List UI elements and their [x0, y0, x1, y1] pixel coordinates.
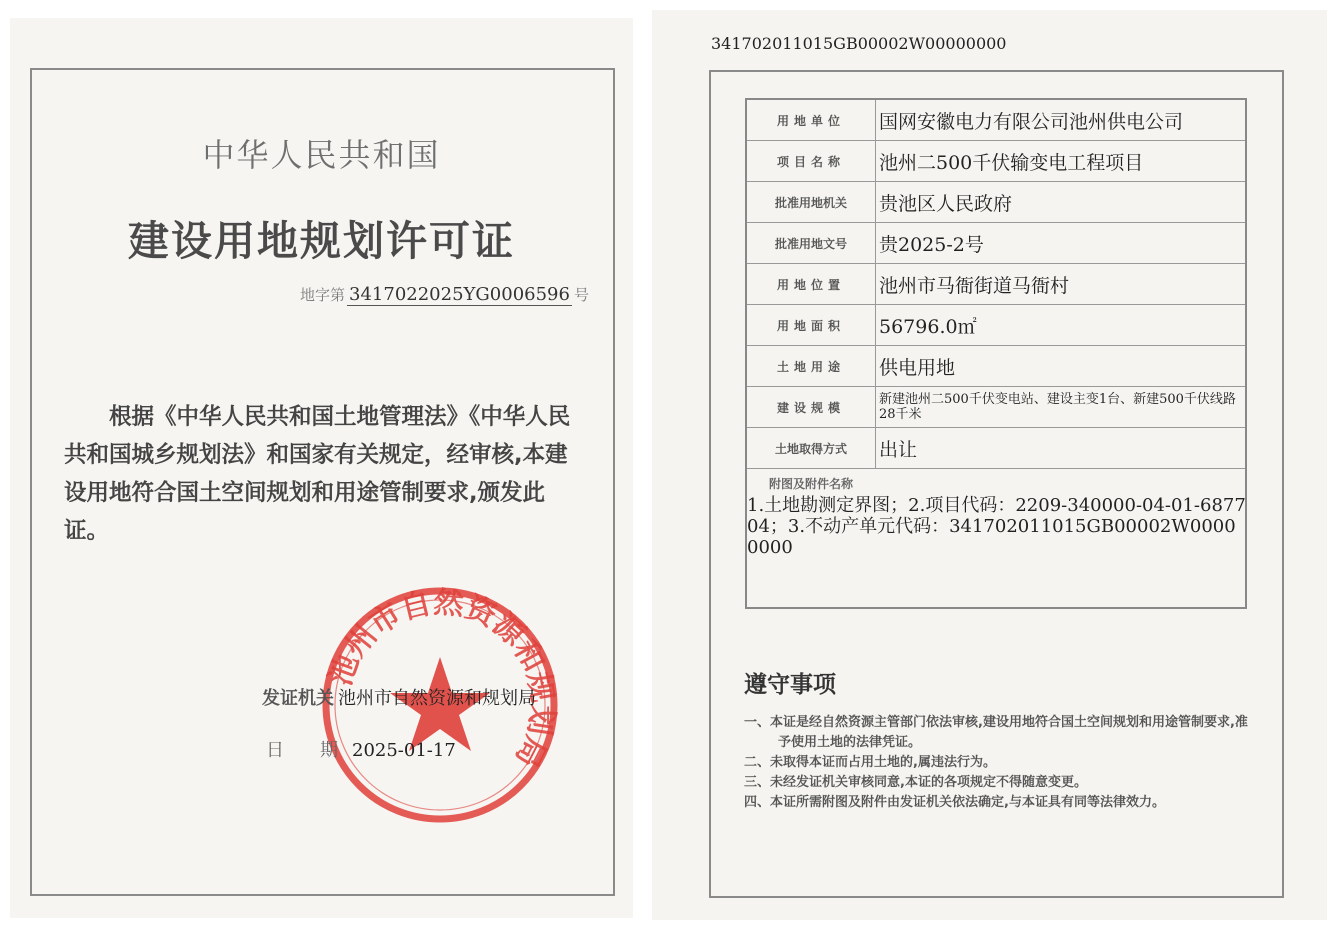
date-value: 2025-01-17: [352, 740, 456, 761]
notice-item: 一、本证是经自然资源主管部门依法审核,建设用地符合国土空间规划和用途管制要求,准予使用土地的法律凭证。: [744, 715, 1248, 750]
table-row: [747, 141, 1245, 182]
notice-item: 四、本证所需附图及附件由发证机关依法确定,与本证具有同等法律效力。: [744, 795, 1165, 810]
certificate-detail-page: [652, 10, 1327, 920]
issuer-value: 池州市自然资源和规划局: [338, 688, 536, 709]
date-line: [266, 736, 456, 762]
issuer-line: [262, 684, 536, 710]
table-row: [747, 264, 1245, 305]
row-value: 池州市马衙街道马衙村: [879, 274, 1070, 297]
notice-item: 三、未经发证机关审核同意,本证的各项规定不得随意变更。: [744, 775, 1087, 790]
docno-prefix: 地字第: [300, 286, 346, 304]
row-value: 出让: [879, 438, 918, 461]
docno-value: 3417022025YG0006596: [349, 284, 570, 305]
row-value: 贵池区人民政府: [879, 192, 1013, 215]
table-row: [747, 346, 1245, 387]
notice-title: 遵守事项: [744, 672, 836, 698]
row-label: 土地用途: [747, 346, 876, 386]
row-value: 国网安徽电力有限公司池州供电公司: [879, 110, 1184, 133]
document-number: [300, 284, 589, 305]
row-label: 用地单位: [747, 100, 876, 140]
docno-suffix: 号: [573, 286, 589, 304]
unit-code: 341702011015GB00002W00000000: [711, 34, 1007, 53]
row-value: 池州二500千伏输变电工程项目: [879, 151, 1144, 174]
row-label: 批准用地文号: [747, 223, 876, 263]
country-name: 中华人民共和国: [202, 136, 441, 174]
row-value: 贵2025-2号: [879, 233, 984, 256]
seal-text: 池州市自然资源和规划局: [323, 585, 560, 773]
certificate-statement: 根据《中华人民共和国土地管理法》《中华人民共和国城乡规划法》和国家有关规定，经审核,本建设用地符合国土空间规划和用途管制要求,颁发此证。: [64, 404, 571, 544]
row-label: 批准用地机关: [747, 182, 876, 222]
certificate-title: 建设用地规划许可证: [128, 217, 515, 265]
row-value: 供电用地: [879, 356, 956, 379]
table-row: [747, 305, 1245, 346]
row-label: 用地位置: [747, 264, 876, 304]
notice-list: [744, 713, 1254, 813]
table-row: [747, 428, 1245, 469]
row-value: 56796.0㎡: [879, 315, 977, 338]
row-value: 新建池州二500千伏变电站、建设主变1台、新建500千伏线路28千米: [879, 392, 1236, 422]
row-label: 土地取得方式: [747, 428, 876, 468]
detail-table: [745, 98, 1247, 609]
attachments-label: 附图及附件名称: [769, 477, 854, 491]
row-label: 项目名称: [747, 141, 876, 181]
table-row: [747, 182, 1245, 223]
attachments-text: 1.土地勘测定界图；2.项目代码：2209-340000-04-01-687704；3.不动产单元代码：341702011015GB00002W00000000: [747, 495, 1246, 558]
row-label: 建设规模: [747, 387, 876, 427]
date-label: 日 期: [266, 740, 338, 761]
row-label: 用地面积: [747, 305, 876, 345]
table-row: [747, 223, 1245, 264]
certificate-cover-page: [10, 18, 633, 918]
table-row: [747, 387, 1245, 428]
table-row: [747, 100, 1245, 141]
attachments-row: [747, 469, 1245, 607]
notice-item: 二、未取得本证而占用土地的,属违法行为。: [744, 755, 996, 770]
issuer-label: 发证机关: [262, 688, 334, 709]
